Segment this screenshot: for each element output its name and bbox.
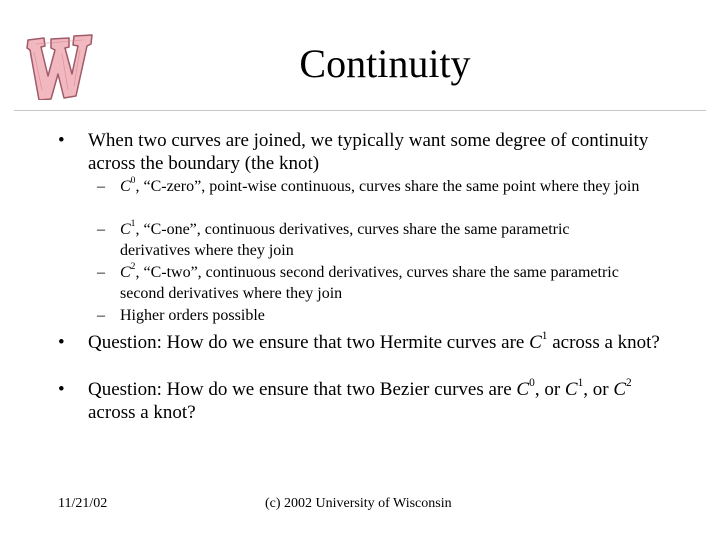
dash-marker: – (97, 264, 105, 281)
bullet-marker: • (58, 130, 65, 151)
math-c: C (564, 379, 578, 400)
math-c: C (120, 178, 131, 195)
dash-marker: – (97, 221, 105, 238)
question-text: Question: How do we ensure that two Bezier curves are (88, 379, 517, 400)
dash-marker: – (97, 307, 105, 324)
sub-bullet-text: , “C-zero”, point-wise continuous, curves share the same point where they join (135, 178, 640, 195)
superscript: 2 (130, 261, 136, 273)
superscript: 1 (130, 218, 136, 230)
math-c: C (529, 332, 542, 353)
bullet-marker: • (58, 332, 65, 353)
separator: , or (583, 379, 614, 400)
footer-date: 11/21/02 (58, 496, 108, 511)
bullet-question-hermite (58, 329, 668, 354)
math-c: C (516, 379, 530, 400)
superscript: 0 (130, 175, 136, 187)
sub-bullet-higher-orders (97, 306, 640, 327)
superscript: 1 (577, 376, 584, 389)
math-c: C (120, 221, 131, 238)
dash-marker: – (97, 178, 105, 195)
bullet-question-bezier (58, 376, 668, 424)
question-text: across a knot? (547, 332, 660, 353)
wisconsin-w-logo (22, 30, 96, 100)
sub-bullet-c0 (97, 175, 640, 198)
slide-title: Continuity (299, 41, 471, 86)
math-c: C (120, 264, 131, 281)
sub-bullet-text: Higher orders possible (120, 307, 265, 324)
superscript: 1 (541, 329, 548, 342)
sub-bullet-c1 (97, 218, 640, 261)
footer-copyright: (c) 2002 University of Wisconsin (265, 496, 452, 511)
bullet-marker: • (58, 379, 65, 400)
sub-bullet-c2 (97, 261, 640, 304)
sub-bullet-text: , “C-one”, continuous derivatives, curves share the same parametric derivatives where they join (120, 221, 570, 259)
sub-bullet-text: , “C-two”, continuous second derivatives, curves share the same parametric second derivatives where they join (120, 264, 619, 302)
question-text: across a knot? (88, 402, 196, 423)
question-text: Question: How do we ensure that two Hermite curves are (88, 332, 530, 353)
superscript: 2 (626, 376, 632, 389)
separator: , or (534, 379, 565, 400)
bullet-continuity (58, 129, 668, 175)
math-c: C (613, 379, 627, 400)
bullet-text: When two curves are joined, we typically want some degree of continuity across the boundary (the knot) (88, 130, 649, 174)
superscript: 0 (529, 376, 535, 389)
title-divider (14, 110, 706, 111)
